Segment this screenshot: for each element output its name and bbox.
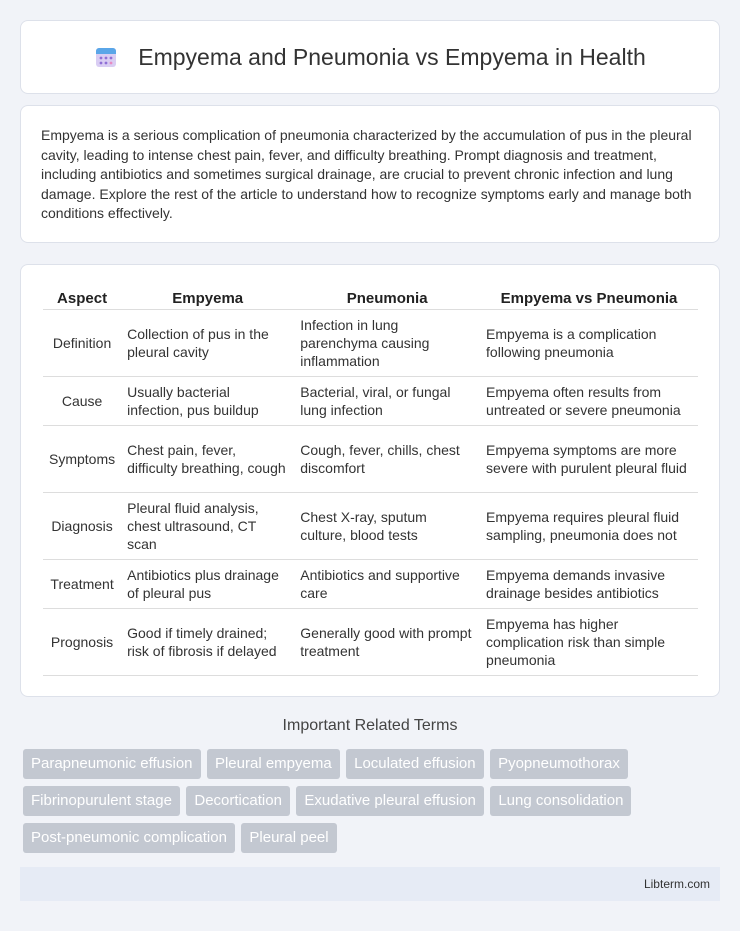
intro-card [20,105,720,243]
term-tag[interactable]: Pleural peel [241,823,336,853]
table-row [43,560,698,609]
table-cell: Empyema has higher complication risk than simple pneumonia [480,609,698,676]
table-cell: Empyema symptoms are more severe with purulent pleural fluid [480,426,698,493]
related-terms-title: Important Related Terms [282,717,458,734]
table-cell: Usually bacterial infection, pus buildup [121,377,294,426]
term-tag[interactable]: Parapneumonic effusion [23,749,201,779]
table-cell: Symptoms [43,426,121,493]
table-cell: Cause [43,377,121,426]
table-row [43,426,698,493]
related-terms-list [23,749,723,860]
footer [20,867,720,901]
term-tag[interactable]: Exudative pleural effusion [296,786,484,816]
table-row [43,609,698,676]
table-cell: Empyema often results from untreated or severe pneumonia [480,377,698,426]
table-cell: Empyema requires pleural fluid sampling, pneumonia does not [480,493,698,560]
table-row [43,310,698,377]
footer-site-link[interactable]: Libterm.com [643,877,710,891]
column-header: Pneumonia [294,285,480,310]
table-cell: Chest X-ray, sputum culture, blood tests [294,493,480,560]
table-cell: Cough, fever, chills, chest discomfort [294,426,480,493]
comparison-table-card [20,264,720,697]
table-cell: Definition [43,310,121,377]
table-cell: Diagnosis [43,493,121,560]
table-cell: Collection of pus in the pleural cavity [121,310,294,377]
term-tag[interactable]: Fibrinopurulent stage [23,786,180,816]
table-cell: Bacterial, viral, or fungal lung infection [294,377,480,426]
table-cell: Empyema demands invasive drainage besides antibiotics [480,560,698,609]
table-cell: Empyema is a complication following pneumonia [480,310,698,377]
table-row [43,493,698,560]
comparison-table [43,285,698,676]
table-cell: Treatment [43,560,121,609]
table-cell: Pleural fluid analysis, chest ultrasound, CT scan [121,493,294,560]
table-cell: Prognosis [43,609,121,676]
page-title: Empyema and Pneumonia vs Empyema in Health [138,43,646,70]
table-cell: Generally good with prompt treatment [294,609,480,676]
table-cell: Antibiotics plus drainage of pleural pus [121,560,294,609]
term-tag[interactable]: Pleural empyema [207,749,340,779]
table-cell: Chest pain, fever, difficulty breathing, cough [121,426,294,493]
table-cell: Good if timely drained; risk of fibrosis if delayed [121,609,294,676]
column-header: Aspect [43,285,121,310]
table-row [43,377,698,426]
column-header: Empyema [121,285,294,310]
table-header-row [43,285,698,310]
term-tag[interactable]: Post-pneumonic complication [23,823,235,853]
term-tag[interactable]: Decortication [186,786,290,816]
header-card [20,20,720,94]
term-tag[interactable]: Pyopneumothorax [490,749,628,779]
intro-text: Empyema is a serious complication of pneumonia characterized by the accumulation of pus in the pleural cavity, leading to intense chest pain, fever, and difficulty breathing. Prompt diagnosis and treatment, including antibiotics and sometimes surgical drainage, are crucial to prevent chronic infection and lung damage. Explore the rest of the article to understand how to recognize symptoms early and manage both conditions effectively. [41,127,692,222]
table-cell: Infection in lung parenchyma causing inflammation [294,310,480,377]
term-tag[interactable]: Loculated effusion [346,749,484,779]
term-tag[interactable]: Lung consolidation [490,786,631,816]
column-header: Empyema vs Pneumonia [480,285,698,310]
table-cell: Antibiotics and supportive care [294,560,480,609]
calendar-icon [94,45,118,69]
